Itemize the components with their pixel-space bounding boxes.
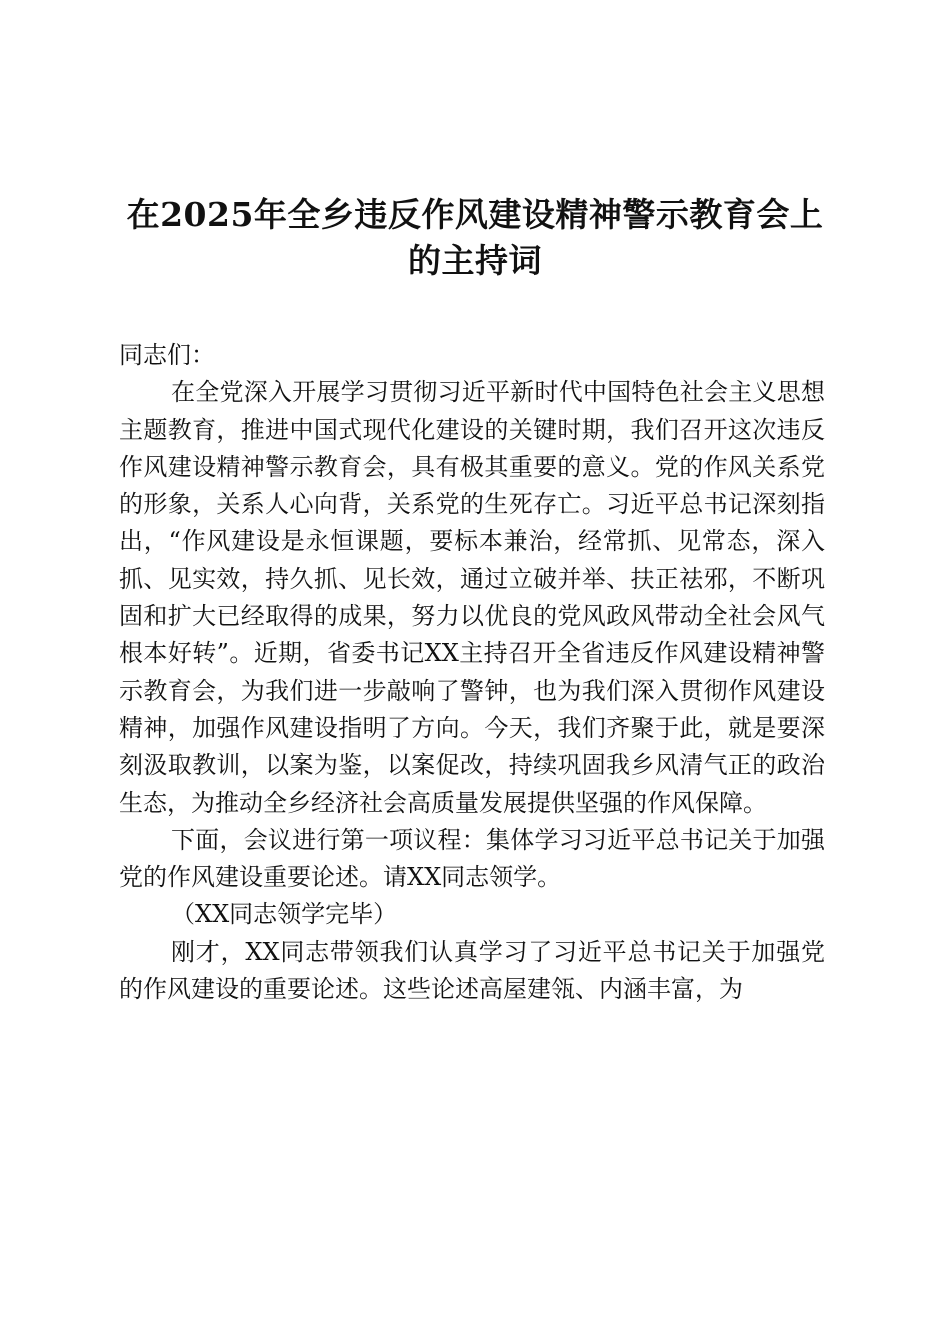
paragraph-stage-note: （XX同志领学完毕） [171,900,398,929]
document-title: 在2025年全乡违反作风建设精神警示教育会上的主持词 [126,195,824,280]
paragraph-agenda-item: 下面，会议进行第一项议程：集体学习习近平总书记关于加强党的作风建设重要论述。请XX同志领学。 [119,825,825,892]
paragraph-opening: 在全党深入开展学习贯彻习近平新时代中国特色社会主义思想主题教育，推进中国式现代化建设的关键时期，我们召开这次违反作风建设精神警示教育会，具有极其重要的意义。党的作风关系党的形象，关系人心向背，关系党的生死存亡。习近平总书记深刻指出，“作风建设是永恒课题，要标本兼治，经常抓、见常态，深入抓、见实效，持久抓、见长效，通过立破并举、扶正祛邪，不断巩固和扩大已经取得的成果，努力以优良的党风政风带动全社会风气根本好转”。近期，省委书记XX主持召开全省违反作风建设精神警示教育会，为我们进一步敲响了警钟，也为我们深入贯彻作风建设精神，加强作风建设指明了方向。今天，我们齐聚于此，就是要深刻汲取教训，以案为鉴，以案促改，持续巩固我乡风清气正的政治生态，为推动全乡经济社会高质量发展提供坚强的作风保障。 [119,378,825,817]
paragraph-summary: 刚才，XX同志带领我们认真学习了习近平总书记关于加强党的作风建设的重要论述。这些论述高屋建瓴、内涵丰富，为 [119,937,825,1004]
salutation: 同志们： [119,341,215,369]
document-body [119,337,825,1008]
